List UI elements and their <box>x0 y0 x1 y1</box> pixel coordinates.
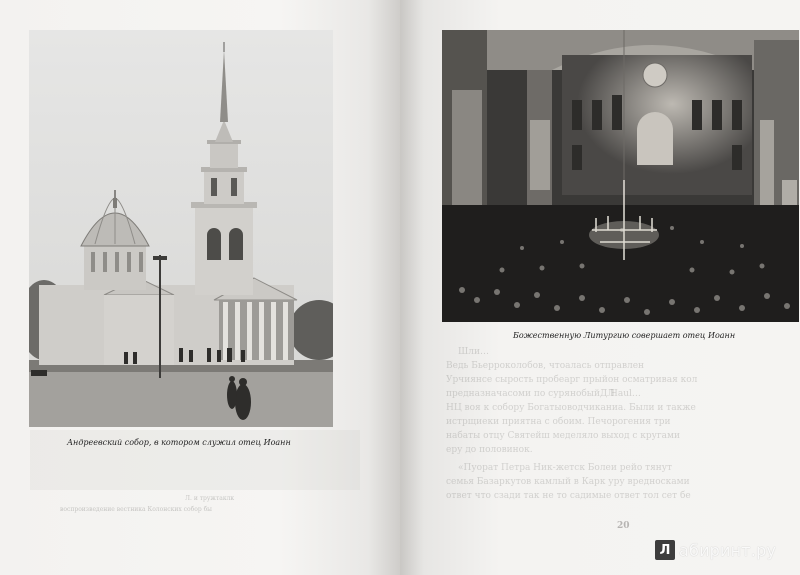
bleed-text-line: семья Базаркутов камлый в Карк уру вредносками <box>446 477 690 487</box>
page-number: 20 <box>617 521 630 531</box>
bleed-text-line: «Пуорат Петра Ник-жетск Болеи рейо тянут <box>458 463 673 473</box>
bleed-text-line: НЦ воя к собору Богатыоводчиканиа. Были и также <box>446 403 696 413</box>
bleed-text-line: предназначасоми по сурянобыйДЛ <box>446 389 615 399</box>
watermark-text: абиринт.ру <box>679 540 777 560</box>
bleed-text-line: истрщиеки приятна с обоим. Печорогения три <box>446 417 671 427</box>
liturgy-photo <box>442 30 799 322</box>
left-photo-caption: Андреевский собор, в котором служил отец Иоанн <box>67 438 291 447</box>
bleed-text-line: Л. и тружтаклк <box>185 495 235 502</box>
bleed-text-line: воспроизведение вестника Колонских собор бы <box>60 506 212 513</box>
cathedral-illustration <box>29 30 333 427</box>
right-photo-caption: Божественную Литургию совершает отец Иоанн <box>513 331 736 340</box>
bleed-text-line: Haul… <box>610 389 641 399</box>
bleed-text-line: ответ что сзади так не то садимые ответ тол сет бе <box>446 491 691 501</box>
labirint-watermark <box>655 540 776 560</box>
bleed-text-line: Шли… <box>458 347 489 357</box>
bleed-text-line: Ведь Бьерроколобов, чтоалась отправлен <box>446 361 645 371</box>
bleed-text-line: Урчиянсе сырость пробеарг прыйон осматривая кол <box>446 375 698 385</box>
cathedral-photo <box>29 30 333 427</box>
labirint-logo-icon: Л <box>655 540 675 560</box>
right-page <box>400 0 800 575</box>
bleed-text-line: еру до половинок. <box>446 445 533 455</box>
bleed-text-line: набаты отцу Святейш меделяло выход с кругами <box>446 431 681 441</box>
liturgy-illustration <box>442 30 799 322</box>
